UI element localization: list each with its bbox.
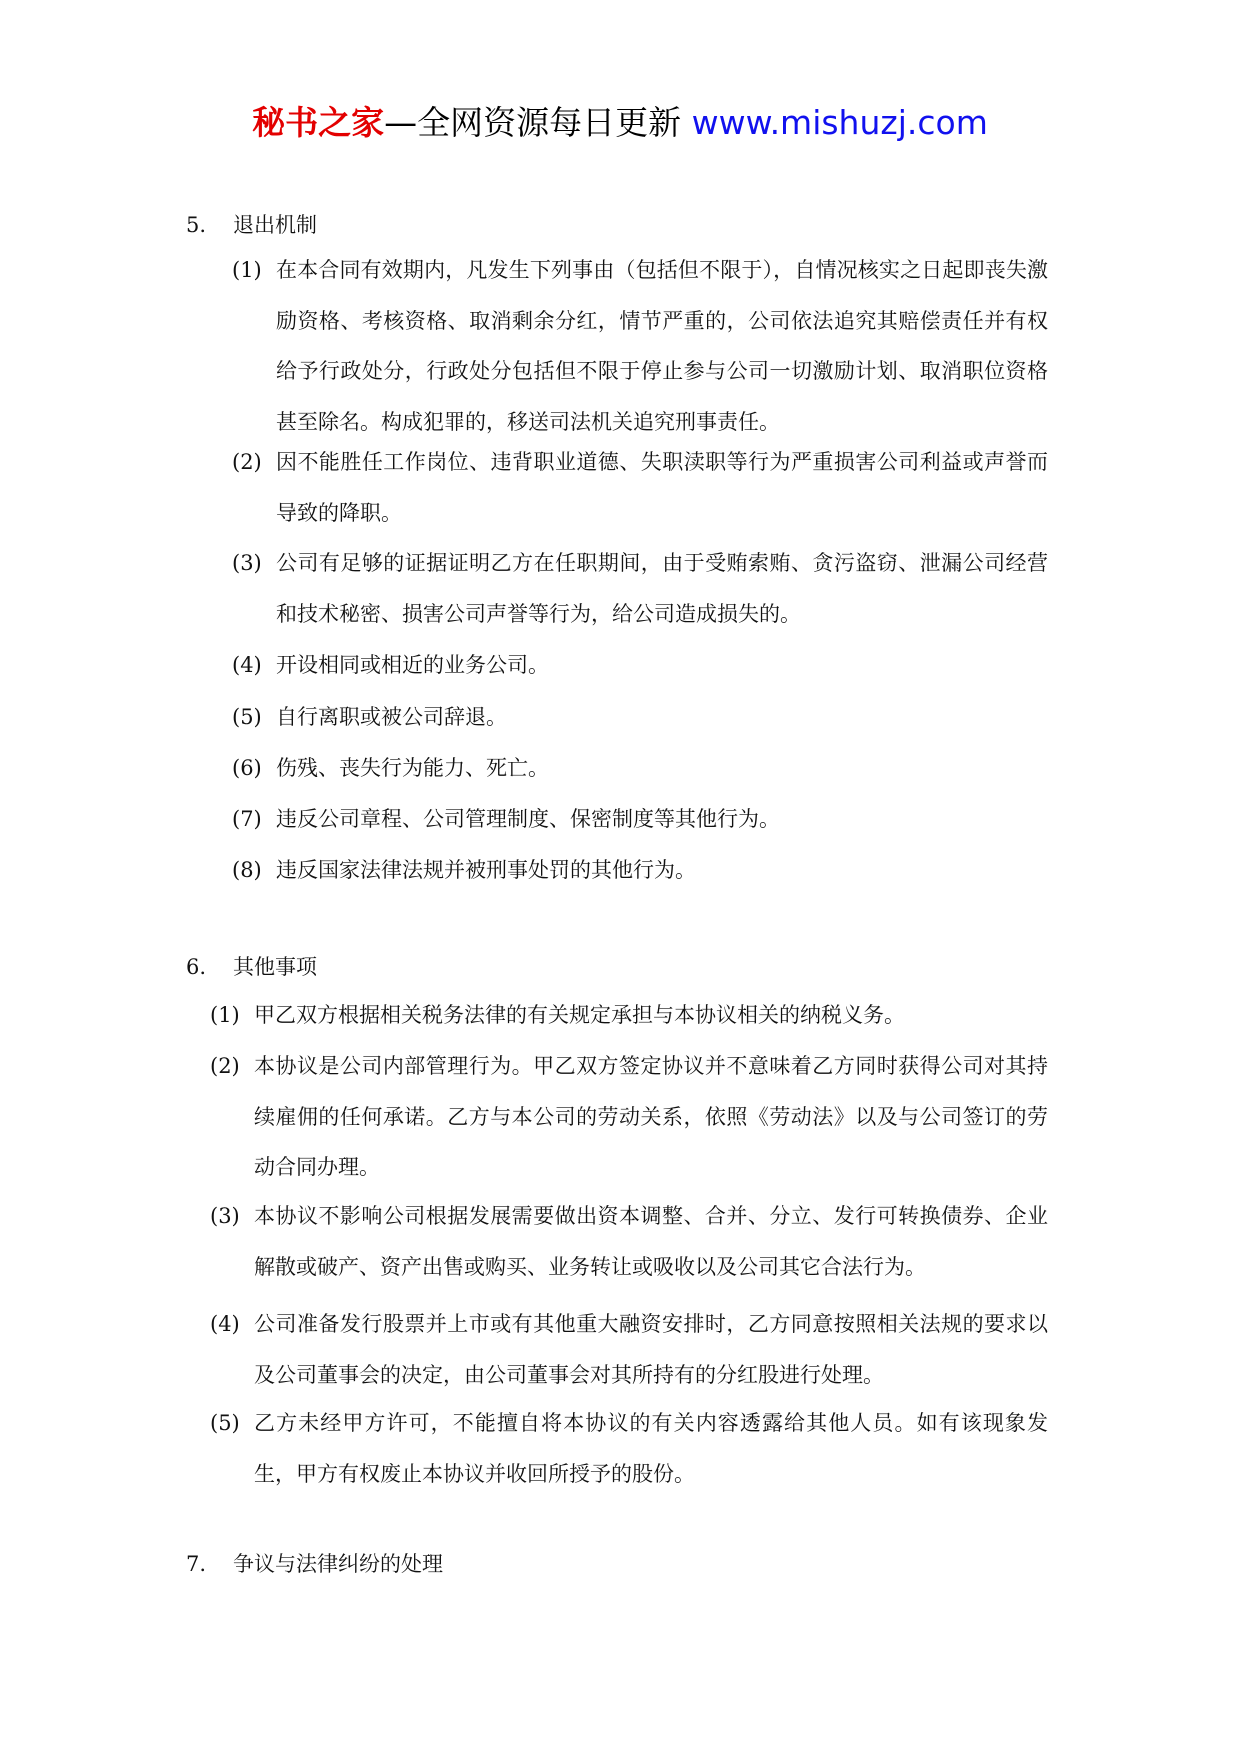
item-text: 本协议不影响公司根据发展需要做出资本调整、合并、分立、发行可转换债券、企业解散或破产、资产出售或购买、业务转让或吸收以及公司其它合法行为。 xyxy=(254,1204,1048,1279)
section-6-heading xyxy=(186,952,317,982)
section-5-item-3 xyxy=(232,538,1048,639)
section-6-item-4 xyxy=(210,1299,1048,1400)
section-5-item-4 xyxy=(232,640,1048,691)
item-marker: (8) xyxy=(232,858,262,882)
item-text: 违反公司章程、公司管理制度、保密制度等其他行为。 xyxy=(276,807,780,831)
section-number: 6. xyxy=(186,955,207,979)
section-6-item-1 xyxy=(210,990,1048,1041)
item-marker: (4) xyxy=(210,1312,240,1336)
item-marker: (5) xyxy=(210,1411,240,1435)
banner-brand: 秘书之家 xyxy=(252,103,385,142)
item-text: 乙方未经甲方许可，不能擅自将本协议的有关内容透露给其他人员。如有该现象发生，甲方有权废止本协议并收回所授予的股份。 xyxy=(254,1411,1048,1486)
item-marker: (4) xyxy=(232,653,262,677)
item-text: 违反国家法律法规并被刑事处罚的其他行为。 xyxy=(276,858,696,882)
section-6-item-3 xyxy=(210,1191,1048,1292)
section-5-item-7 xyxy=(232,794,1048,845)
section-number: 7. xyxy=(186,1552,207,1576)
section-5-heading xyxy=(186,210,317,240)
section-5-item-2 xyxy=(232,437,1048,538)
banner-slogan: —全网资源每日更新 xyxy=(384,103,682,142)
banner-url-link[interactable]: www.mishuzj.com xyxy=(691,103,988,142)
section-5-item-5 xyxy=(232,692,1048,743)
section-title: 退出机制 xyxy=(233,213,317,237)
item-text: 因不能胜任工作岗位、违背职业道德、失职渎职等行为严重损害公司利益或声誉而导致的降职。 xyxy=(276,450,1048,525)
item-marker: (1) xyxy=(210,1003,240,1027)
item-text: 公司准备发行股票并上市或有其他重大融资安排时，乙方同意按照相关法规的要求以及公司董事会的决定，由公司董事会对其所持有的分红股进行处理。 xyxy=(254,1312,1048,1387)
section-6-item-5 xyxy=(210,1398,1048,1499)
section-title: 争议与法律纠纷的处理 xyxy=(233,1552,443,1576)
item-text: 自行离职或被公司辞退。 xyxy=(276,705,507,729)
item-text: 开设相同或相近的业务公司。 xyxy=(276,653,549,677)
site-banner xyxy=(0,100,1240,146)
item-marker: (5) xyxy=(232,705,262,729)
item-text: 公司有足够的证据证明乙方在任职期间，由于受贿索贿、贪污盗窃、泄漏公司经营和技术秘密、损害公司声誉等行为，给公司造成损失的。 xyxy=(276,551,1048,626)
section-number: 5. xyxy=(186,213,207,237)
item-marker: (2) xyxy=(210,1054,240,1078)
item-text: 甲乙双方根据相关税务法律的有关规定承担与本协议相关的纳税义务。 xyxy=(254,1003,905,1027)
item-marker: (3) xyxy=(232,551,262,575)
section-6-item-2 xyxy=(210,1041,1048,1193)
item-text: 本协议是公司内部管理行为。甲乙双方签定协议并不意味着乙方同时获得公司对其持续雇佣的任何承诺。乙方与本公司的劳动关系，依照《劳动法》以及与公司签订的劳动合同办理。 xyxy=(254,1054,1048,1179)
item-text: 在本合同有效期内，凡发生下列事由（包括但不限于），自情况核实之日起即丧失激励资格、考核资格、取消剩余分红，情节严重的，公司依法追究其赔偿责任并有权给予行政处分，行政处分包括但不限于停止参与公司一切激励计划、取消职位资格甚至除名。构成犯罪的，移送司法机关追究刑事责任。 xyxy=(276,258,1048,434)
item-marker: (6) xyxy=(232,756,262,780)
item-text: 伤残、丧失行为能力、死亡。 xyxy=(276,756,549,780)
item-marker: (3) xyxy=(210,1204,240,1228)
section-5-item-8 xyxy=(232,845,1048,896)
item-marker: (2) xyxy=(232,450,262,474)
item-marker: (7) xyxy=(232,807,262,831)
section-5-item-6 xyxy=(232,743,1048,794)
section-5-item-1 xyxy=(232,245,1048,447)
item-marker: (1) xyxy=(232,258,262,282)
section-7-heading xyxy=(186,1549,443,1579)
section-title: 其他事项 xyxy=(233,955,317,979)
